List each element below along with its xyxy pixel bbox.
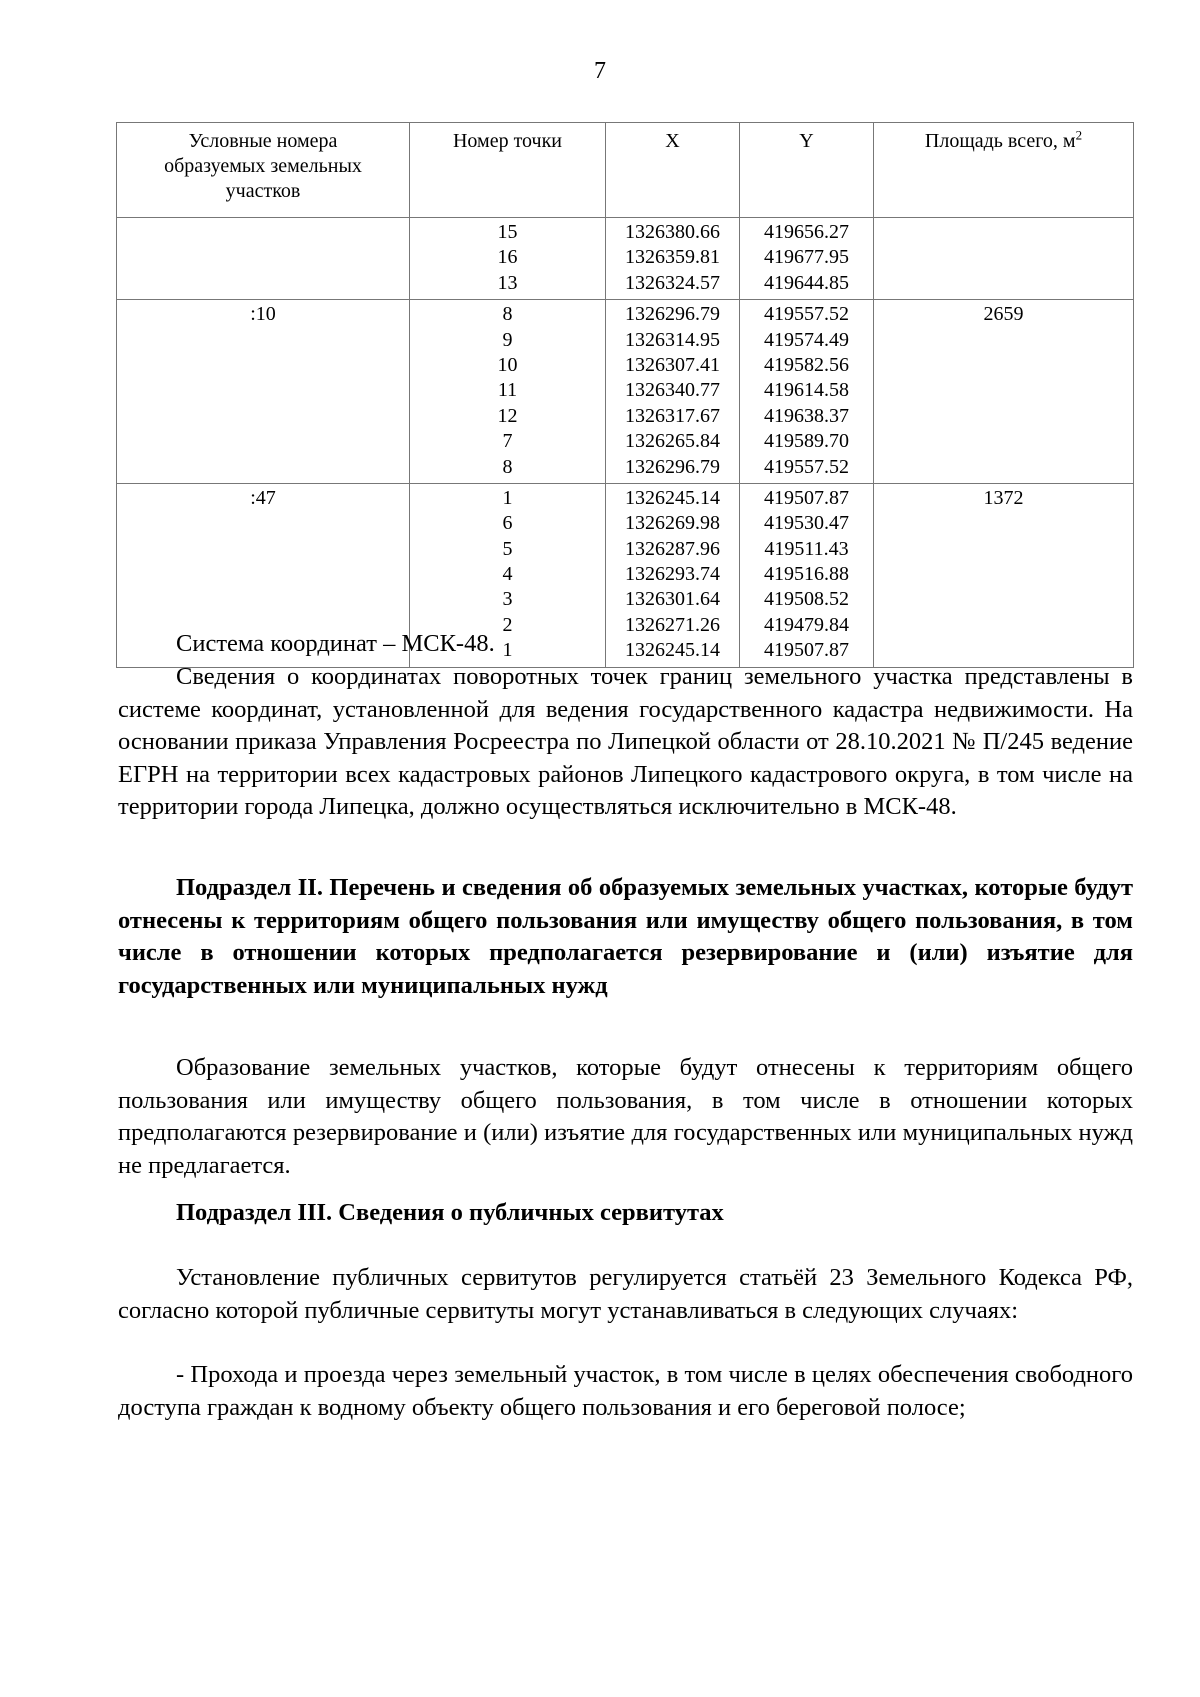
header-parcel-line: Условные номера [188,130,338,152]
cell-y-coords-value: 419644.85 [764,271,849,294]
cell-x-coords [606,300,740,484]
cell-point-numbers-value: 5 [502,537,513,560]
cell-x-coords-value: 1326293.74 [625,563,720,586]
cell-parcel-number: :10 [117,300,410,484]
header-parcel-numbers [117,123,410,218]
table-header-row [117,123,1134,218]
header-point-number: Номер точки [410,123,606,218]
cell-point-numbers-value: 11 [497,379,518,402]
cell-y-coords-value: 419638.37 [764,404,849,427]
cell-y-coords-value: 419574.49 [764,328,849,351]
cell-y-coords-value: 419589.70 [764,430,849,453]
cell-point-numbers-value: 9 [502,328,513,351]
header-area-label: Площадь всего, м [924,130,1076,152]
header-area [874,123,1134,218]
cell-x-coords-value: 1326317.67 [625,404,720,427]
header-area-unit-sup: 2 [1075,127,1083,143]
cell-y-coords-value: 419557.52 [764,303,849,326]
header-parcel-line: образуемых земельных [164,155,362,177]
cell-point-numbers-value: 16 [497,246,518,269]
cell-x-coords-value: 1326340.77 [625,379,720,402]
cell-point-numbers-value: 10 [497,353,518,376]
cell-x-coords-value: 1326301.64 [625,588,720,611]
header-parcel-line: участков [225,180,301,202]
cell-parcel-number: :47 [117,483,410,667]
cell-point-numbers-value: 2 [502,613,513,636]
cell-x-coords-value: 1326359.81 [625,246,720,269]
cell-point-numbers-value: 8 [502,303,513,326]
cell-x-coords-value: 1326324.57 [625,271,720,294]
table-row [117,300,1134,484]
cell-y-coords-value: 419677.95 [764,246,849,269]
cell-y-coords-value: 419557.52 [764,455,849,478]
cell-x-coords-value: 1326245.14 [625,486,720,509]
cell-x-coords-value: 1326314.95 [625,328,720,351]
subsection-3-body: Установление публичных сервитутов регулируется статьёй 23 Земельного Кодекса РФ, согласно которой публичные сервитуты могут устанавливаться в следующих случаях: [118,1264,1133,1324]
coord-info-paragraph: Сведения о координатах поворотных точек границ земельного участка представлены в системе координат, установленной для ведения государственного кадастра недвижимости. На основании приказа Управления Росреестра по Липецкой области от 28.10.2021 № П/245 ведение ЕГРН на территории всех кадастровых районов Липецкого кадастрового округа, в том числе на территории города Липецка, должно осуществляться исключительно в МСК-48. [118,663,1133,820]
cell-x-coords-value: 1326296.79 [625,455,720,478]
cell-x-coords-value: 1326269.98 [625,512,720,535]
coordinates-table [116,122,1134,668]
subsection-2-title: Подраздел II. Перечень и сведения об образуемых земельных участках, которые будут отнесены к территориям общего пользования или имуществу общего пользования, в том числе в отношении которых предполагается резервирование и (или) изъятие для государственных или муниципальных нужд [118,874,1133,999]
table-body [117,218,1134,668]
cell-y-coords-value: 419511.43 [764,537,849,560]
cell-y-coords-value: 419516.88 [764,563,849,586]
cell-x-coords-value: 1326245.14 [625,639,720,662]
cell-point-numbers-value: 12 [497,404,518,427]
cell-y-coords-value: 419614.58 [764,379,849,402]
cell-point-numbers-value: 7 [502,430,513,453]
cell-point-numbers-value: 13 [497,271,518,294]
cell-point-numbers-value: 8 [502,455,513,478]
cell-point-numbers [410,218,606,300]
subsection-2-body: Образование земельных участков, которые будут отнесены к территориям общего пользования или имуществу общего пользования, в том числе в отношении которых предполагаются резервирование и (или) изъятие для государственных или муниципальных нужд не предлагается. [118,1054,1133,1179]
cell-y-coords-value: 419507.87 [764,639,849,662]
header-x: X [606,123,740,218]
cell-area [874,218,1134,300]
cell-x-coords [606,218,740,300]
cell-x-coords-value: 1326265.84 [625,430,720,453]
cell-y-coords [740,300,874,484]
cell-point-numbers-value: 15 [497,221,518,243]
cell-x-coords-value: 1326287.96 [625,537,720,560]
cell-x-coords-value: 1326271.26 [625,613,720,636]
cell-point-numbers-value: 1 [502,486,513,509]
cell-x-coords-value: 1326380.66 [625,221,720,243]
cell-x-coords-value: 1326307.41 [625,353,720,376]
subsection-3-title: Подраздел III. Сведения о публичных сервитутах [176,1199,724,1226]
page-number: 7 [594,58,606,84]
cell-point-numbers [410,300,606,484]
cell-y-coords-value: 419656.27 [764,221,849,243]
bullet-item: - Прохода и проезда через земельный участок, в том числе в целях обеспечения свободного доступа граждан к водному объекту общего пользования и его береговой полосе; [118,1361,1133,1421]
cell-point-numbers-value: 4 [502,563,513,586]
cell-y-coords-value: 419530.47 [764,512,849,535]
table-row [117,218,1134,300]
cell-y-coords-value: 419507.87 [764,486,849,509]
cell-y-coords-value: 419479.84 [764,613,849,636]
cell-area: 1372 [874,483,1134,667]
cell-x-coords-value: 1326296.79 [625,303,720,326]
header-y: Y [740,123,874,218]
cell-point-numbers-value: 6 [502,512,513,535]
cell-point-numbers-value: 3 [502,588,513,611]
cell-y-coords-value: 419508.52 [764,588,849,611]
coord-system-line: Система координат – МСК-48. [176,630,495,657]
cell-y-coords [740,218,874,300]
cell-parcel-number [117,218,410,300]
cell-y-coords-value: 419582.56 [764,353,849,376]
cell-point-numbers-value: 1 [502,639,513,662]
cell-area: 2659 [874,300,1134,484]
